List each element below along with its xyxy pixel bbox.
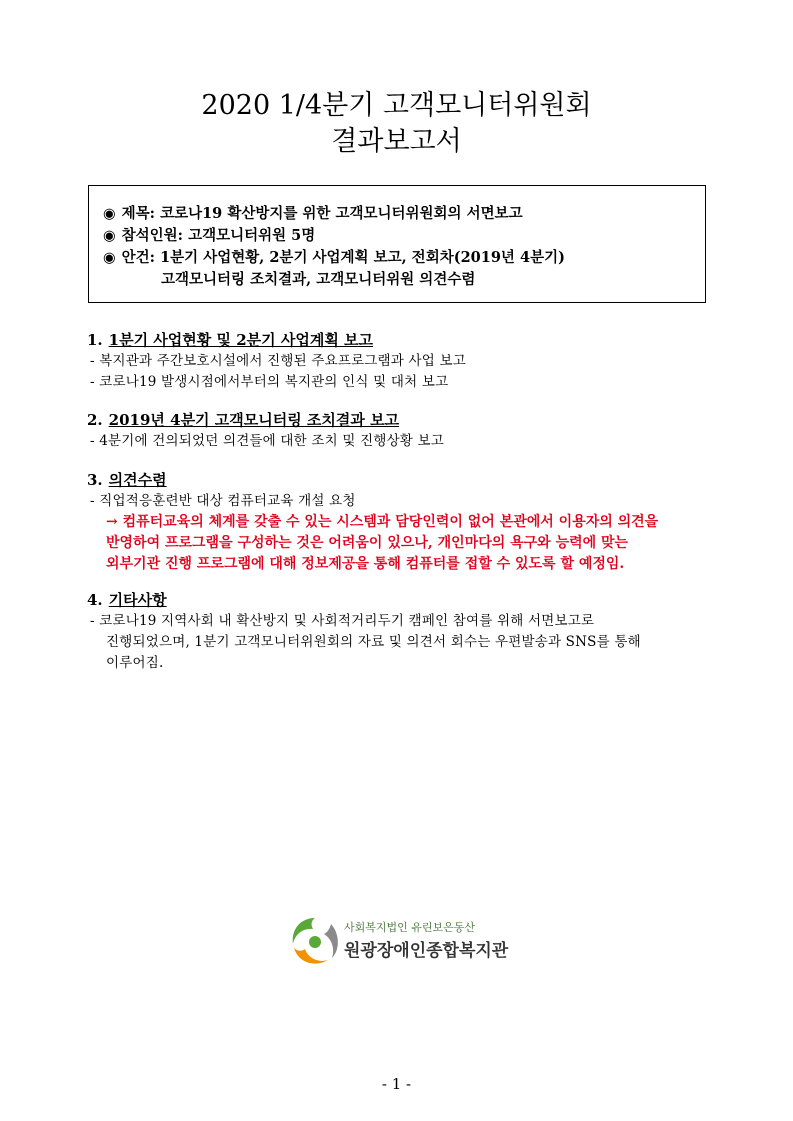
section-1-item-2: - 코로나19 발생시점에서부터의 복지관의 인식 및 대처 보고 <box>90 374 449 390</box>
section-4-item-1-cont: 진행되었으며, 1분기 고객모니터위원회의 자료 및 의견서 회수는 우편발송과 SNS를 통해 <box>106 634 641 650</box>
organization-logo <box>288 912 528 970</box>
section-3-response-line-2: 반영하여 프로그램을 구성하는 것은 어려움이 있으나, 개인마다의 욕구와 능력에 맞는 <box>106 535 629 551</box>
document-title-line1: 2020 1/4분기 고객모니터위원회 <box>201 90 592 121</box>
summary-agenda-continued: 고객모니터링 조치결과, 고객모니터위원 의견수렴 <box>161 271 476 288</box>
page-number: - 1 - <box>381 1075 412 1093</box>
section-3-response-line-3: 외부기관 진행 프로그램에 대해 정보제공을 통해 컴퓨터를 접할 수 있도록 할 예정임. <box>106 556 625 572</box>
summary-subject: ◉ 제목: 코로나19 확산방지를 위한 고객모니터위원회의 서면보고 <box>103 205 523 222</box>
section-1-heading: 1. 1분기 사업현황 및 2분기 사업계획 보고 <box>87 331 374 349</box>
section-1-item-1: - 복지관과 주간보호시설에서 진행된 주요프로그램과 사업 보고 <box>90 353 466 369</box>
section-3-item-1: - 직업적응훈련반 대상 컴퓨터교육 개설 요청 <box>90 493 356 509</box>
section-4-item-1: - 코로나19 지역사회 내 확산방지 및 사회적거리두기 캠페인 참여를 위해 서면보고로 <box>90 613 595 629</box>
bullet-icon: ◉ <box>103 250 116 266</box>
section-4-item-1-cont2: 이루어짐. <box>106 655 164 671</box>
summary-box <box>88 185 706 303</box>
section-2-heading: 2. 2019년 4분기 고객모니터링 조치결과 보고 <box>87 411 400 429</box>
section-2-item-1: - 4분기에 건의되었던 의견들에 대한 조치 및 진행상황 보고 <box>90 433 445 449</box>
bullet-icon: ◉ <box>103 228 116 244</box>
logo-name: 원광장애인종합복지관 <box>344 941 509 961</box>
bullet-icon: ◉ <box>103 206 116 222</box>
section-3-heading: 3. 의견수렴 <box>87 471 167 489</box>
document-title-line2: 결과보고서 <box>331 126 462 157</box>
logo-subtitle: 사회복지법인 유린보은동산 <box>344 921 476 934</box>
section-3-response-line-1: → 컴퓨터교육의 체계를 갖출 수 있는 시스템과 담당인력이 없어 본관에서 이용자의 의견을 <box>106 514 659 530</box>
summary-attendees: ◉ 참석인원: 고객모니터위원 5명 <box>103 227 316 244</box>
logo-emblem-icon <box>288 912 342 970</box>
section-4-heading: 4. 기타사항 <box>87 591 167 609</box>
summary-agenda: ◉ 안건: 1분기 사업현황, 2분기 사업계획 보고, 전회차(2019년 4분기) <box>103 249 565 266</box>
